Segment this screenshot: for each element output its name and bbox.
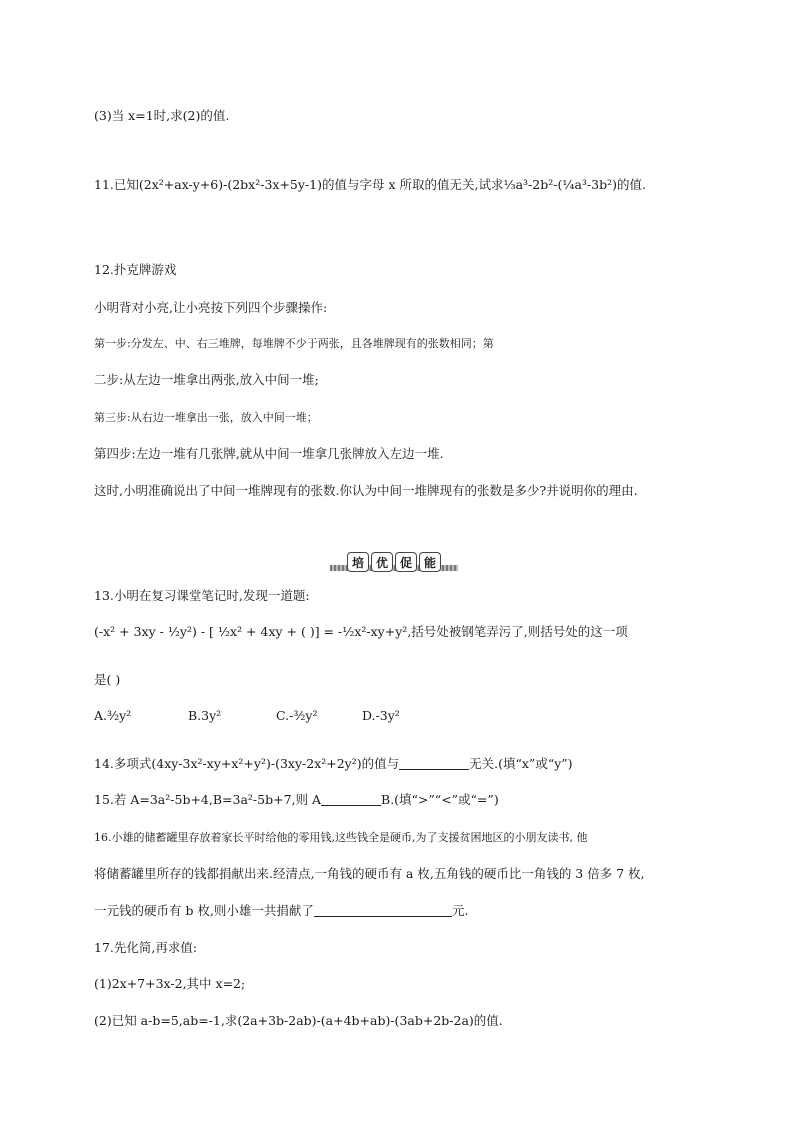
banner-char-2: 优: [371, 552, 393, 572]
q14-text-b: 无关.(填“x”或“y”): [469, 756, 573, 771]
q16-text-a: 一元钱的硬币有 b 枚,则小雄一共捐献了: [94, 903, 314, 918]
q16-line2: 将储蓄罐里所存的钱都捐献出来.经清点,一角钱的硬币有 a 枚,五角钱的硬币比一角钱的 3 倍多 7 枚,: [94, 866, 645, 881]
option-a: A.³⁄₂y²: [94, 708, 132, 723]
banner-char-3: 促: [395, 552, 417, 572]
banner-char-4: 能: [419, 552, 441, 572]
q15-text-b: B.(填“>”“<”或“=”): [381, 792, 499, 807]
q13-expression: (-x² + 3xy - ½y²) - [ ½x² + 4xy + ( )] = -½x²-xy+y²,括号处被钢笔弄污了,则括号处的这一项: [94, 624, 628, 639]
q16-text-b: 元.: [451, 903, 469, 918]
q12-step2: 二步:从左边一堆拿出两张,放入中间一堆;: [94, 372, 319, 387]
q17-part2: (2)已知 a-b=5,ab=-1,求(2a+3b-2ab)-(a+4b+ab)-(3ab+2b-2a)的值.: [94, 1013, 503, 1028]
q12-step1: 第一步:分发左、中、右三堆牌，每堆牌不少于两张，且各堆牌现有的张数相同；第: [94, 337, 494, 350]
q16-line3: [94, 903, 468, 919]
q15-text-a: 15.若 A=3a²-5b+4,B=3a²-5b+7,则 A: [94, 792, 322, 807]
q13-answer-prompt: 是( ): [94, 672, 121, 687]
q16-line1: 16.小雄的储蓄罐里存放着家长平时给他的零用钱,这些钱全是硬币,为了支援贫困地区的小朋友读书, 他: [94, 831, 588, 844]
q17-title: 17.先化简,再求值:: [94, 940, 198, 955]
q15-blank[interactable]: [321, 793, 381, 806]
q12-intro: 小明背对小亮,让小亮按下列四个步骤操作:: [94, 300, 328, 315]
option-d: D.-3y²: [362, 708, 400, 723]
q14-text-a: 14.多项式(4xy-3x²-xy+x²+y²)-(3xy-2x²+2y²)的值与: [94, 756, 400, 771]
q16-blank[interactable]: [314, 904, 452, 917]
q17-part1: (1)2x+7+3x-2,其中 x=2;: [94, 976, 246, 991]
option-c: C.-³⁄₂y²: [276, 708, 318, 723]
q12-step4: 第四步:左边一堆有几张牌,就从中间一堆拿几张牌放入左边一堆.: [94, 446, 444, 461]
q15-line: [94, 792, 499, 808]
q10-part3: (3)当 x=1时,求(2)的值.: [94, 108, 230, 123]
q12-title: 12.扑克牌游戏: [94, 262, 177, 277]
section-banner: [330, 551, 458, 573]
option-b: B.3y²: [188, 708, 222, 723]
q11-text: 11.已知(2x²+ax-y+6)-(2bx²-3x+5y-1)的值与字母 x 所取的值无关,试求⅓a³-2b²-(¼a³-3b²)的值.: [94, 177, 646, 192]
banner-char-1: 培: [347, 552, 369, 572]
q14-blank[interactable]: [399, 757, 469, 770]
q12-question: 这时,小明准确说出了中间一堆牌现有的张数.你认为中间一堆牌现有的张数是多少?并说明你的理由.: [94, 483, 638, 498]
q13-text: 13.小明在复习课堂笔记时,发现一道题:: [94, 588, 310, 603]
q12-step3: 第三步:从右边一堆拿出一张，放入中间一堆；: [94, 411, 318, 424]
q14-line: [94, 756, 573, 772]
